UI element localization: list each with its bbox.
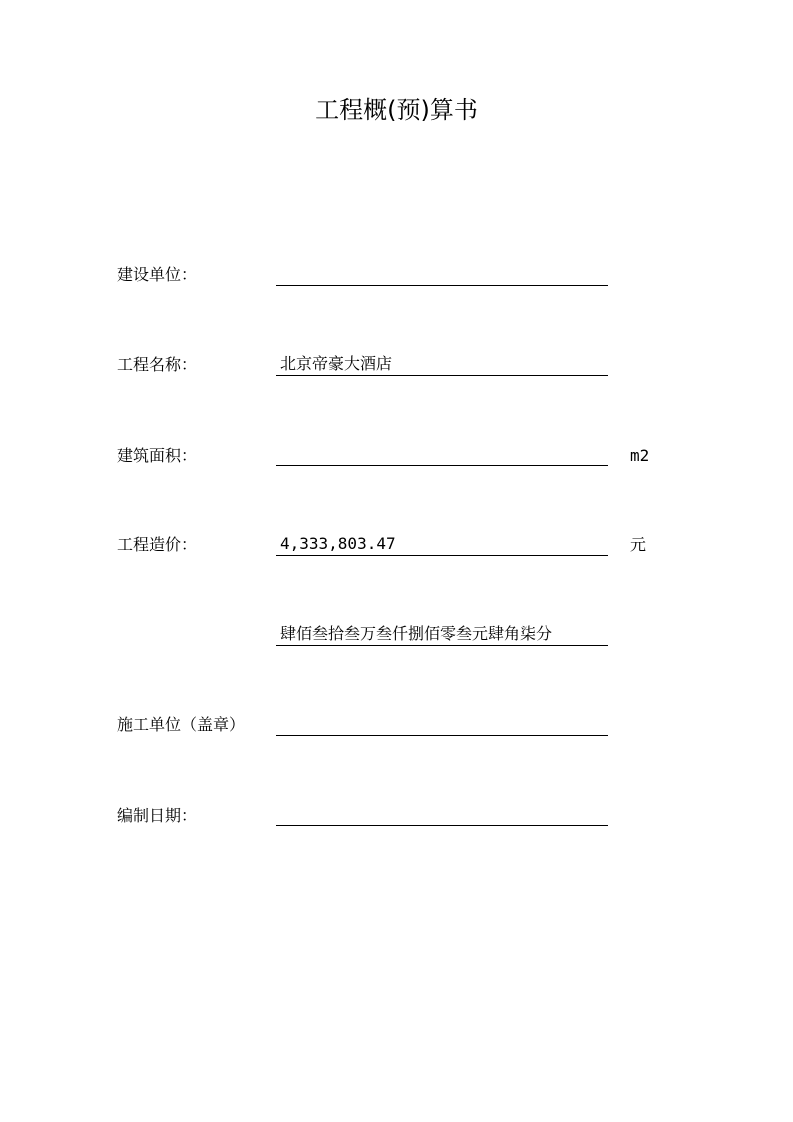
compile-date-label: 编制日期： — [117, 806, 198, 825]
project-name-field[interactable] — [276, 354, 608, 376]
build-unit-field[interactable] — [276, 264, 608, 286]
build-unit-label: 建设单位： — [117, 265, 198, 284]
building-area-label: 建筑面积： — [117, 446, 198, 465]
construction-unit-label: 施工单位（盖章） — [117, 715, 246, 734]
cost-in-words-field[interactable] — [276, 624, 608, 646]
project-name-label: 工程名称： — [117, 355, 198, 374]
page-title: 工程概(预)算书 — [315, 96, 478, 124]
project-name-value: 北京帝豪大酒店 — [280, 354, 393, 373]
building-area-unit: m2 — [630, 446, 650, 465]
project-cost-label: 工程造价： — [117, 535, 198, 554]
project-cost-value: 4,333,803.47 — [280, 534, 396, 553]
project-cost-field[interactable] — [276, 534, 608, 556]
project-cost-unit: 元 — [630, 535, 647, 554]
construction-unit-field[interactable] — [276, 714, 608, 736]
compile-date-field[interactable] — [276, 804, 608, 826]
cost-in-words-value: 肆佰叁拾叁万叁仟捌佰零叁元肆角柒分 — [280, 624, 553, 643]
building-area-field[interactable] — [276, 444, 608, 466]
